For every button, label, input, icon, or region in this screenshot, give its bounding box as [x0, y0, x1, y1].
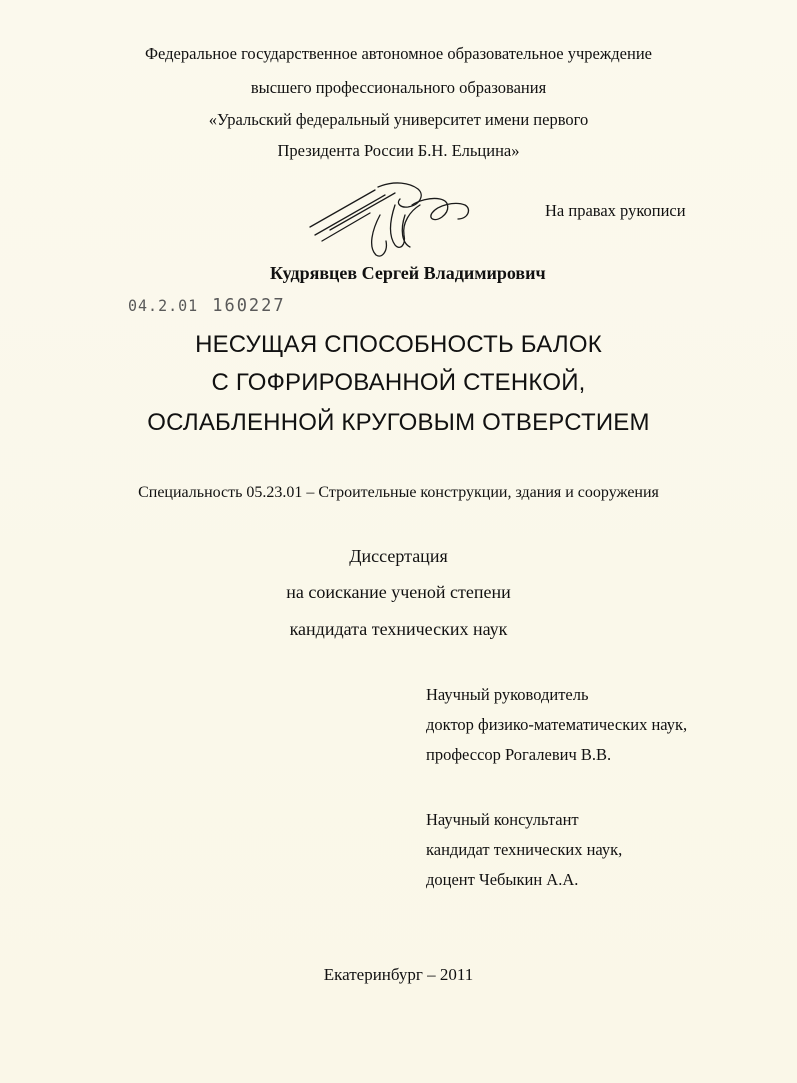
dissertation-line-3: кандидата технических наук: [289, 619, 508, 639]
city-year: Екатеринбург – 2011: [323, 965, 474, 984]
handwritten-signature: [300, 175, 485, 260]
consultant-block: [426, 805, 622, 895]
stamp-code: 04.2.01: [128, 296, 199, 316]
consultant-degree: кандидат технических наук,: [426, 840, 623, 859]
dissertation-line-2: на соискание ученой степени: [286, 582, 511, 602]
institution-line-2: высшего профессионального образования: [250, 78, 547, 97]
institution-line-1: Федеральное государственное автономное образовательное учреждение: [145, 44, 652, 63]
specialty-line: Специальность 05.23.01 – Строительные конструкции, здания и сооружения: [138, 484, 659, 501]
registration-stamp: [128, 296, 286, 317]
institution-line-3: «Уральский федеральный университет имени первого: [208, 110, 589, 129]
institution-line-4: Президента России Б.Н. Ельцина»: [277, 141, 520, 160]
manuscript-rights-note: На правах рукописи: [545, 201, 686, 220]
dissertation-line-1: Диссертация: [349, 546, 448, 566]
supervisor-role: Научный руководитель: [426, 685, 589, 704]
supervisor-block: [426, 680, 687, 770]
consultant-name: доцент Чебыкин А.А.: [426, 870, 579, 889]
title-line-2: С ГОФРИРОВАННОЙ СТЕНКОЙ,: [211, 369, 586, 396]
supervisor-degree: доктор физико-математических наук,: [426, 715, 688, 734]
supervisor-name: профессор Рогалевич В.В.: [426, 745, 612, 764]
title-line-3: ОСЛАБЛЕННОЙ КРУГОВЫМ ОТВЕРСТИЕМ: [147, 409, 650, 436]
stamp-number: 160227: [212, 295, 286, 317]
author-name: Кудрявцев Сергей Владимирович: [270, 263, 546, 283]
consultant-role: Научный консультант: [426, 810, 579, 829]
title-line-1: НЕСУЩАЯ СПОСОБНОСТЬ БАЛОК: [195, 331, 602, 358]
